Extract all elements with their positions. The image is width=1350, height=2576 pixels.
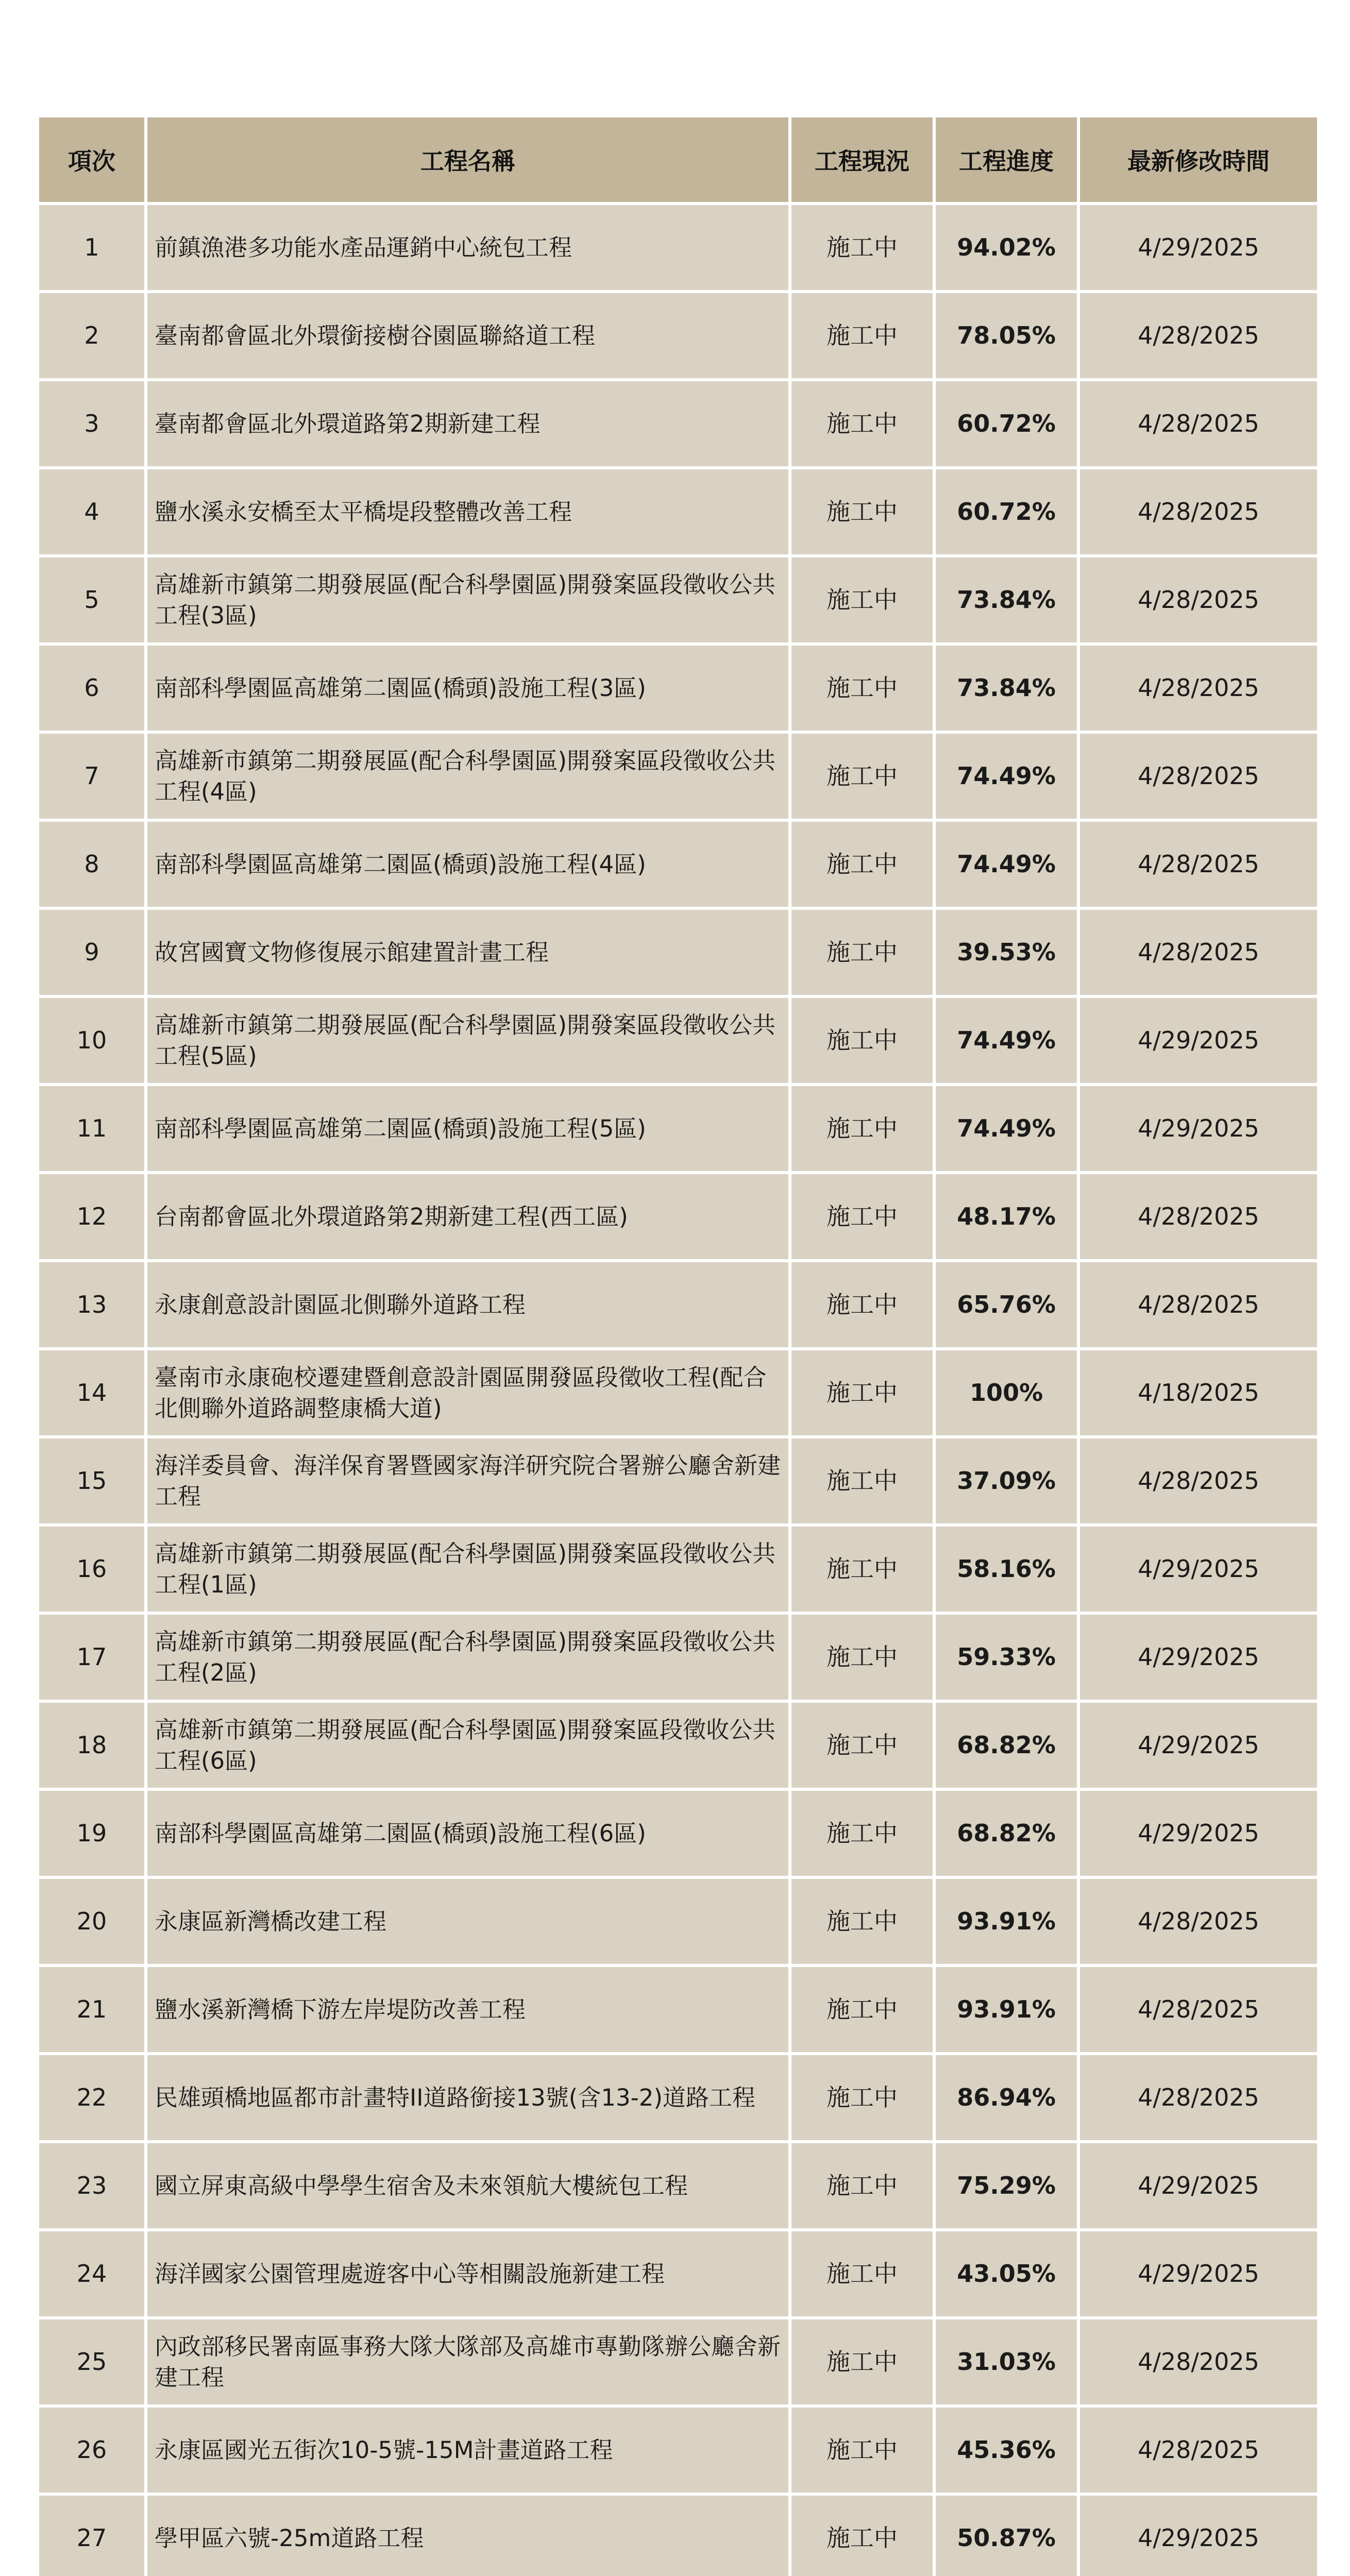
cell-status: 施工中 [791, 469, 936, 557]
cell-no: 11 [39, 1086, 147, 1174]
table-row [39, 2055, 1317, 2143]
cell-updated: 4/28/2025 [1080, 734, 1317, 822]
table-row [39, 293, 1317, 381]
cell-no: 24 [39, 2231, 147, 2319]
table-row [39, 998, 1317, 1086]
cell-status: 施工中 [791, 1615, 936, 1703]
cell-updated: 4/28/2025 [1080, 381, 1317, 469]
cell-no: 26 [39, 2408, 147, 2496]
cell-project-name: 高雄新市鎮第二期發展區(配合科學園區)開發案區段徵收公共工程(1區) [147, 1527, 791, 1615]
table-row [39, 822, 1317, 910]
cell-progress: 73.84% [936, 646, 1080, 734]
table-row [39, 1703, 1317, 1791]
cell-progress: 74.49% [936, 822, 1080, 910]
cell-status: 施工中 [791, 1174, 936, 1262]
cell-project-name: 臺南都會區北外環銜接樹谷園區聯絡道工程 [147, 293, 791, 381]
cell-progress: 75.29% [936, 2143, 1080, 2231]
cell-progress: 59.33% [936, 1615, 1080, 1703]
cell-status: 施工中 [791, 1350, 936, 1438]
cell-status: 施工中 [791, 1086, 936, 1174]
cell-no: 21 [39, 1967, 147, 2055]
table-row [39, 381, 1317, 469]
cell-project-name: 南部科學園區高雄第二園區(橋頭)設施工程(3區) [147, 646, 791, 734]
cell-updated: 4/29/2025 [1080, 205, 1317, 293]
cell-no: 18 [39, 1703, 147, 1791]
cell-status: 施工中 [791, 1879, 936, 1967]
cell-updated: 4/28/2025 [1080, 1438, 1317, 1527]
cell-updated: 4/29/2025 [1080, 2231, 1317, 2319]
cell-status: 施工中 [791, 998, 936, 1086]
cell-updated: 4/28/2025 [1080, 2055, 1317, 2143]
cell-updated: 4/29/2025 [1080, 1615, 1317, 1703]
cell-no: 3 [39, 381, 147, 469]
cell-project-name: 台南都會區北外環道路第2期新建工程(西工區) [147, 1174, 791, 1262]
cell-no: 25 [39, 2319, 147, 2408]
cell-updated: 4/18/2025 [1080, 1350, 1317, 1438]
cell-project-name: 南部科學園區高雄第二園區(橋頭)設施工程(5區) [147, 1086, 791, 1174]
cell-updated: 4/29/2025 [1080, 1791, 1317, 1879]
cell-progress: 93.91% [936, 1967, 1080, 2055]
cell-status: 施工中 [791, 1262, 936, 1350]
cell-updated: 4/28/2025 [1080, 293, 1317, 381]
cell-project-name: 高雄新市鎮第二期發展區(配合科學園區)開發案區段徵收公共工程(3區) [147, 557, 791, 646]
cell-progress: 58.16% [936, 1527, 1080, 1615]
cell-progress: 39.53% [936, 910, 1080, 998]
cell-no: 8 [39, 822, 147, 910]
cell-no: 1 [39, 205, 147, 293]
cell-project-name: 內政部移民署南區事務大隊大隊部及高雄市專勤隊辦公廳舍新建工程 [147, 2319, 791, 2408]
header-row [39, 117, 1317, 205]
cell-project-name: 南部科學園區高雄第二園區(橋頭)設施工程(4區) [147, 822, 791, 910]
cell-updated: 4/29/2025 [1080, 2143, 1317, 2231]
cell-no: 2 [39, 293, 147, 381]
cell-no: 16 [39, 1527, 147, 1615]
cell-project-name: 國立屏東高級中學學生宿舍及未來領航大樓統包工程 [147, 2143, 791, 2231]
cell-progress: 94.02% [936, 205, 1080, 293]
cell-progress: 31.03% [936, 2319, 1080, 2408]
cell-progress: 65.76% [936, 1262, 1080, 1350]
cell-progress: 100% [936, 1350, 1080, 1438]
table-row [39, 734, 1317, 822]
cell-updated: 4/29/2025 [1080, 1527, 1317, 1615]
cell-status: 施工中 [791, 734, 936, 822]
cell-project-name: 永康創意設計園區北側聯外道路工程 [147, 1262, 791, 1350]
cell-progress: 45.36% [936, 2408, 1080, 2496]
cell-project-name: 永康區新灣橋改建工程 [147, 1879, 791, 1967]
cell-project-name: 永康區國光五街次10-5號-15M計畫道路工程 [147, 2408, 791, 2496]
cell-status: 施工中 [791, 2408, 936, 2496]
cell-project-name: 海洋國家公園管理處遊客中心等相關設施新建工程 [147, 2231, 791, 2319]
cell-progress: 50.87% [936, 2496, 1080, 2576]
table-row [39, 469, 1317, 557]
cell-status: 施工中 [791, 2055, 936, 2143]
cell-status: 施工中 [791, 205, 936, 293]
cell-updated: 4/29/2025 [1080, 2496, 1317, 2576]
cell-status: 施工中 [791, 1527, 936, 1615]
cell-progress: 68.82% [936, 1703, 1080, 1791]
header-name: 工程名稱 [147, 117, 791, 205]
cell-no: 10 [39, 998, 147, 1086]
cell-project-name: 鹽水溪永安橋至太平橋堤段整體改善工程 [147, 469, 791, 557]
cell-project-name: 故宮國寶文物修復展示館建置計畫工程 [147, 910, 791, 998]
table-row [39, 1527, 1317, 1615]
cell-no: 17 [39, 1615, 147, 1703]
cell-status: 施工中 [791, 2143, 936, 2231]
cell-no: 12 [39, 1174, 147, 1262]
cell-status: 施工中 [791, 1967, 936, 2055]
table-row [39, 2496, 1317, 2576]
cell-updated: 4/28/2025 [1080, 2408, 1317, 2496]
cell-project-name: 高雄新市鎮第二期發展區(配合科學園區)開發案區段徵收公共工程(6區) [147, 1703, 791, 1791]
cell-no: 4 [39, 469, 147, 557]
table-row [39, 1262, 1317, 1350]
cell-updated: 4/28/2025 [1080, 469, 1317, 557]
cell-status: 施工中 [791, 646, 936, 734]
cell-project-name: 鹽水溪新灣橋下游左岸堤防改善工程 [147, 1967, 791, 2055]
cell-no: 9 [39, 910, 147, 998]
cell-status: 施工中 [791, 2231, 936, 2319]
cell-updated: 4/28/2025 [1080, 2319, 1317, 2408]
cell-project-name: 高雄新市鎮第二期發展區(配合科學園區)開發案區段徵收公共工程(2區) [147, 1615, 791, 1703]
cell-no: 27 [39, 2496, 147, 2576]
cell-progress: 60.72% [936, 469, 1080, 557]
table-row [39, 1615, 1317, 1703]
cell-no: 20 [39, 1879, 147, 1967]
cell-updated: 4/28/2025 [1080, 1174, 1317, 1262]
cell-project-name: 臺南市永康砲校遷建暨創意設計園區開發區段徵收工程(配合北側聯外道路調整康橋大道) [147, 1350, 791, 1438]
cell-no: 5 [39, 557, 147, 646]
cell-project-name: 高雄新市鎮第二期發展區(配合科學園區)開發案區段徵收公共工程(5區) [147, 998, 791, 1086]
cell-progress: 43.05% [936, 2231, 1080, 2319]
table-row [39, 2319, 1317, 2408]
cell-no: 6 [39, 646, 147, 734]
cell-progress: 86.94% [936, 2055, 1080, 2143]
cell-updated: 4/28/2025 [1080, 557, 1317, 646]
cell-project-name: 民雄頭橋地區都市計畫特II道路銜接13號(含13-2)道路工程 [147, 2055, 791, 2143]
cell-progress: 74.49% [936, 734, 1080, 822]
table-row [39, 557, 1317, 646]
table-row [39, 1350, 1317, 1438]
cell-no: 22 [39, 2055, 147, 2143]
cell-progress: 60.72% [936, 381, 1080, 469]
cell-progress: 93.91% [936, 1879, 1080, 1967]
table-row [39, 1791, 1317, 1879]
cell-progress: 37.09% [936, 1438, 1080, 1527]
table-row [39, 2231, 1317, 2319]
header-updated: 最新修改時間 [1080, 117, 1317, 205]
header-progress: 工程進度 [936, 117, 1080, 205]
cell-status: 施工中 [791, 1791, 936, 1879]
table-row [39, 1967, 1317, 2055]
cell-project-name: 南部科學園區高雄第二園區(橋頭)設施工程(6區) [147, 1791, 791, 1879]
cell-status: 施工中 [791, 557, 936, 646]
table-body [39, 205, 1317, 2576]
cell-project-name: 海洋委員會、海洋保育署暨國家海洋研究院合署辦公廳舍新建工程 [147, 1438, 791, 1527]
cell-status: 施工中 [791, 381, 936, 469]
table-row [39, 2143, 1317, 2231]
cell-updated: 4/28/2025 [1080, 1262, 1317, 1350]
project-table-container [39, 117, 1317, 2576]
cell-status: 施工中 [791, 1703, 936, 1791]
cell-status: 施工中 [791, 293, 936, 381]
cell-updated: 4/29/2025 [1080, 1086, 1317, 1174]
header-no: 項次 [39, 117, 147, 205]
cell-status: 施工中 [791, 822, 936, 910]
cell-updated: 4/28/2025 [1080, 1879, 1317, 1967]
table-row [39, 646, 1317, 734]
table-row [39, 910, 1317, 998]
cell-project-name: 學甲區六號-25m道路工程 [147, 2496, 791, 2576]
cell-project-name: 高雄新市鎮第二期發展區(配合科學園區)開發案區段徵收公共工程(4區) [147, 734, 791, 822]
cell-no: 19 [39, 1791, 147, 1879]
table-row [39, 205, 1317, 293]
cell-updated: 4/29/2025 [1080, 1703, 1317, 1791]
cell-progress: 78.05% [936, 293, 1080, 381]
cell-no: 15 [39, 1438, 147, 1527]
cell-progress: 74.49% [936, 998, 1080, 1086]
cell-no: 14 [39, 1350, 147, 1438]
cell-updated: 4/28/2025 [1080, 910, 1317, 998]
header-status: 工程現況 [791, 117, 936, 205]
cell-status: 施工中 [791, 910, 936, 998]
cell-status: 施工中 [791, 1438, 936, 1527]
cell-progress: 48.17% [936, 1174, 1080, 1262]
cell-no: 23 [39, 2143, 147, 2231]
cell-updated: 4/28/2025 [1080, 1967, 1317, 2055]
table-row [39, 1086, 1317, 1174]
table-row [39, 2408, 1317, 2496]
cell-updated: 4/29/2025 [1080, 998, 1317, 1086]
table-row [39, 1174, 1317, 1262]
cell-status: 施工中 [791, 2496, 936, 2576]
project-table [39, 117, 1317, 2576]
cell-status: 施工中 [791, 2319, 936, 2408]
table-row [39, 1879, 1317, 1967]
cell-no: 7 [39, 734, 147, 822]
cell-project-name: 前鎮漁港多功能水產品運銷中心統包工程 [147, 205, 791, 293]
cell-progress: 74.49% [936, 1086, 1080, 1174]
cell-progress: 68.82% [936, 1791, 1080, 1879]
table-header [39, 117, 1317, 205]
cell-updated: 4/28/2025 [1080, 646, 1317, 734]
cell-updated: 4/28/2025 [1080, 822, 1317, 910]
cell-project-name: 臺南都會區北外環道路第2期新建工程 [147, 381, 791, 469]
table-row [39, 1438, 1317, 1527]
cell-no: 13 [39, 1262, 147, 1350]
cell-progress: 73.84% [936, 557, 1080, 646]
